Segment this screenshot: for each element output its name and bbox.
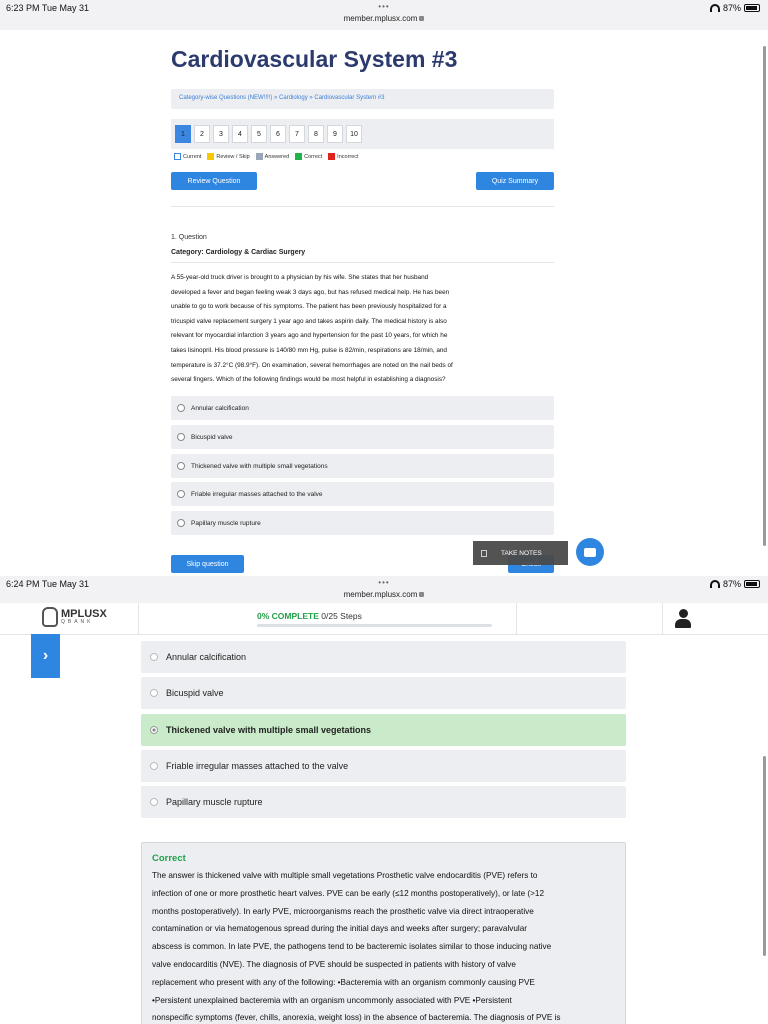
option-label: Bicuspid valve [191,433,233,441]
question-category: Category: Cardiology & Cardiac Surgery [171,249,306,256]
page-button-3[interactable]: 3 [213,125,229,143]
answer-option-2[interactable] [171,425,554,449]
radio-button[interactable] [177,519,185,527]
user-avatar-icon[interactable] [675,609,691,629]
explanation-line: The answer is thickened valve with multiple small vegetations Prosthetic valve endocarditis (PVE) refers to [152,871,538,880]
legend-label: Incorrect [337,153,359,160]
chat-bubble-icon [584,548,596,557]
status-indicators [710,579,760,589]
question-line: relevant for myocardial infarction 3 years ago and hypertension for the past 10 years, for which he [171,332,448,340]
option-label: Papillary muscle rupture [166,797,263,807]
question-line: developed a fever and began feeling weak 3 days ago, but has refused medical help. He has been [171,288,450,296]
explanation-line: replacement who present with any of the following: •Bacteremia with an organism commonly causing PVE [152,977,535,987]
progress-steps: 0/25 Steps [321,611,362,621]
explanation-line: •Persistent unexplained bacteremia with an organism uncommonly associated with PVE •Persistent [152,995,512,1005]
radio-button[interactable] [150,653,158,661]
radio-button[interactable] [177,404,185,412]
address-bar[interactable] [0,14,768,23]
answer-result: Correct [152,853,186,864]
more-dots-icon[interactable]: ••• [378,578,390,587]
notes-icon [481,550,487,557]
page-title: Cardiovascular System #3 [171,46,458,72]
header-divider [516,603,517,635]
answer-option-5[interactable] [141,786,626,818]
radio-button[interactable] [177,462,185,470]
answer-option-2[interactable] [141,677,626,709]
question-line: tricuspid valve replacement surgery 1 year ago and takes aspirin daily. The medical history is also [171,317,447,325]
header-divider [662,603,663,635]
question-line: A 55-year-old truck driver is brought to a physician by his wife. She states that her husband [171,274,429,281]
legend-swatch-correct [295,153,302,160]
divider [171,262,554,263]
page-button-9[interactable]: 9 [327,125,343,143]
progress-label [257,611,362,621]
legend-label: Answered [264,153,290,160]
radio-button[interactable] [177,490,185,498]
legend-incorrect [328,153,358,160]
legend-swatch-incorrect [328,153,335,160]
take-notes-label: TAKE NOTES [501,549,542,557]
legend-label: Current [183,153,202,160]
status-time: 6:23 PM Tue May 31 [6,3,90,13]
logo[interactable] [42,607,107,627]
radio-button[interactable] [150,798,158,806]
status-indicators [710,3,760,13]
radio-button-selected[interactable] [150,726,158,734]
legend-review [207,153,249,160]
url-text: member.mplusx.com [343,590,418,599]
chevron-right-icon: › [42,647,49,664]
header-divider [138,603,139,635]
page-button-6[interactable]: 6 [270,125,286,143]
scrollbar[interactable] [763,46,766,546]
divider [171,206,554,207]
option-label: Annular calcification [191,404,249,412]
legend-current [174,153,201,160]
explanation-text [152,867,615,1024]
quiz-summary-button[interactable]: Quiz Summary [476,172,554,190]
screenshot-quiz-answer [0,576,768,1024]
owl-logo-icon [42,607,58,627]
take-notes-button[interactable] [473,541,568,565]
more-dots-icon[interactable]: ••• [378,2,390,11]
explanation-line: months postoperatively). In early PVE, microorganisms reach the prosthetic valve via direct intraoperative [152,906,534,916]
answer-option-4[interactable] [141,750,626,782]
status-legend [174,153,359,160]
battery-icon [744,580,760,588]
question-text [171,271,554,388]
question-line: takes lisinopril. His blood pressure is 140/80 mm Hg, pulse is 82/min, respirations are 18/min, and [171,346,447,354]
lock-icon [419,16,424,21]
option-label: Thickened valve with multiple small vegetations [191,462,328,470]
breadcrumb[interactable]: Category-wise Questions (NEW!!!!) » Cardiology » Cardiovascular System #3 [171,89,554,109]
review-question-button[interactable]: Review Question [171,172,257,190]
radio-button[interactable] [150,762,158,770]
question-pager [171,119,554,149]
question-number: 1. Question [171,234,207,241]
radio-button[interactable] [150,689,158,697]
lock-icon [419,592,424,597]
page-button-5[interactable]: 5 [251,125,267,143]
sidebar-toggle-button[interactable] [31,634,60,678]
logo-wordmark [61,609,107,625]
question-line: unable to go to work because of his symptoms. The patient has been previously hospitalized for a [171,303,447,311]
explanation-line: abscess is common. In late PVE, the pathogens tend to be bacteremic isolates similar to those inducing native [152,942,552,952]
answer-option-3-correct[interactable] [141,714,626,746]
browser-status-bar [0,576,768,606]
page-button-8[interactable]: 8 [308,125,324,143]
legend-answered [256,153,289,160]
address-bar[interactable] [0,590,768,599]
explanation-line: nonspecific symptoms (fever, chills, anorexia, weight loss) in the absence of bacteremia. The diagnosis of PVE is [152,1013,561,1023]
answer-option-5[interactable] [171,511,554,535]
option-label: Friable irregular masses attached to the valve [191,490,323,498]
wifi-icon [710,580,720,588]
option-label: Annular calcification [166,652,247,662]
legend-label: Correct [304,153,323,160]
page-button-10[interactable]: 10 [346,125,362,143]
option-label: Friable irregular masses attached to the valve [166,761,349,771]
legend-correct [295,153,322,160]
answer-explanation [141,842,626,1024]
explanation-line: infection of one or more prosthetic heart valves. PVE can be early (≤12 months postoperatively), or late (>12 [152,888,545,898]
wifi-icon [710,4,720,12]
battery-icon [744,4,760,12]
option-label: Thickened valve with multiple small vegetations [166,725,372,735]
question-line: temperature is 37.2°C (98.9°F). On examination, several hemorrhages are noted on the nail beds of [171,361,453,369]
battery-percent: 87% [722,579,741,589]
progress-bar [257,624,492,627]
url-text: member.mplusx.com [343,14,418,23]
page-button-2[interactable]: 2 [194,125,210,143]
page-button-4[interactable]: 4 [232,125,248,143]
course-header [0,603,768,635]
page-button-7[interactable]: 7 [289,125,305,143]
browser-status-bar [0,0,768,30]
battery-percent: 87% [722,3,741,13]
explanation-line: valve endocarditis (NVE). The diagnosis of PVE should be suspected in patients with history of valve [152,959,516,969]
legend-label: Review / Skip [216,153,250,160]
page-button-1[interactable]: 1 [175,125,191,143]
answer-option-1[interactable] [171,396,554,420]
progress-percent: 0% COMPLETE [257,611,319,621]
legend-swatch-answered [256,153,263,160]
logo-sub: QBANK [61,619,94,625]
option-label: Bicuspid valve [166,688,224,698]
answer-option-3[interactable] [171,454,554,478]
explanation-line: contamination or via hematogenous spread during the initial days and weeks after surgery; paravalvular [152,924,528,934]
answer-option-1[interactable] [141,641,626,673]
answer-option-4[interactable] [171,482,554,506]
legend-swatch-current [174,153,181,160]
scrollbar[interactable] [763,756,766,956]
skip-question-button[interactable]: Skip question [171,555,244,573]
status-time: 6:24 PM Tue May 31 [6,579,90,589]
chat-button[interactable] [576,538,604,566]
option-label: Papillary muscle rupture [191,519,261,527]
question-line: several fingers. Which of the following findings would be most helpful in establishing a diagnosis? [171,376,446,384]
logo-name: MPLUSX [61,608,107,620]
legend-swatch-review [207,153,214,160]
radio-button[interactable] [177,433,185,441]
